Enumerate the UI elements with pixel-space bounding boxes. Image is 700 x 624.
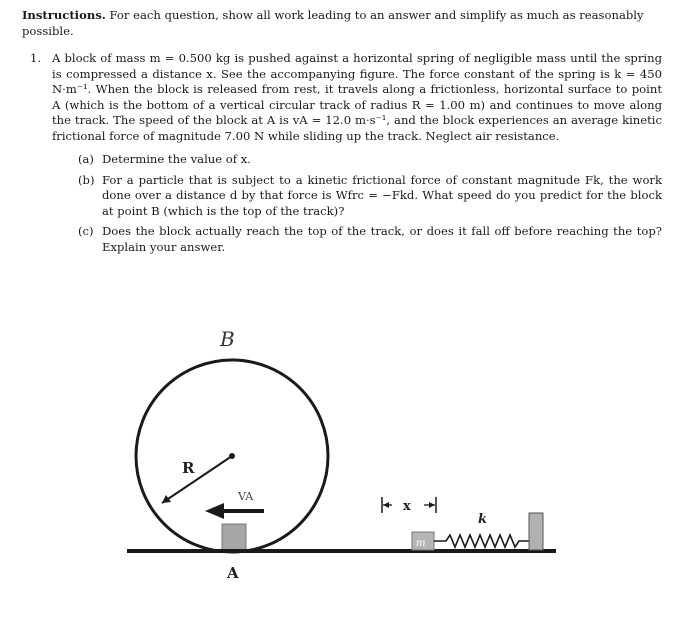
part-a-text: Determine the value of x.	[102, 152, 251, 166]
label-point-b: B	[220, 327, 235, 351]
spring	[434, 535, 529, 547]
part-a-label: (a)	[78, 152, 94, 166]
part-b-label: (b)	[78, 172, 95, 187]
label-k: k	[478, 512, 488, 527]
label-velocity-a: VA	[238, 490, 254, 503]
x-right-arrowhead	[429, 502, 435, 508]
instructions-text: For each question, show all work leading to an answer and simplify as much as reasonably possible.	[22, 8, 644, 38]
velocity-arrowhead	[205, 503, 224, 519]
problem-number: 1.	[30, 51, 42, 65]
instructions-heading: Instructions.	[22, 8, 106, 22]
center-dot	[229, 453, 235, 459]
label-point-a: A	[227, 564, 239, 582]
radius-line	[162, 456, 232, 503]
label-radius: R	[182, 459, 195, 477]
wall	[529, 513, 543, 550]
label-x: x	[403, 499, 411, 514]
x-left-arrowhead	[383, 502, 389, 508]
problem-statement: A block of mass m = 0.500 kg is pushed against a horizontal spring of negligible mass until the spring is compressed a distance x. See the accompanying figure. The force constant of the spring is k = 450 N·m⁻¹. When the block is released from rest, it travels along a frictionless, horizontal surface to point A (which is the bottom of a vertical circular track of radius R = 1.00 m) and continues to move along the track. The speed of the block at A is vA = 12.0 m·s⁻¹, and the block experiences an average kinetic frictional force of magnitude 7.00 N while sliding up the track. Neglect air resistance.	[52, 51, 662, 143]
label-mass: m	[416, 538, 426, 549]
part-b-text: For a particle that is subject to a kinetic frictional force of constant magnitude Fk, the work done over a distance d by that force is Wfrc = −Fkd. What speed do you predict for the block at point B (which is the top of the track)?	[102, 172, 662, 218]
part-c-text: Does the block actually reach the top of the track, or does it fall off before reaching the top? Explain your answer.	[102, 224, 662, 254]
part-c-label: (c)	[78, 224, 94, 238]
block-at-a	[222, 524, 246, 550]
